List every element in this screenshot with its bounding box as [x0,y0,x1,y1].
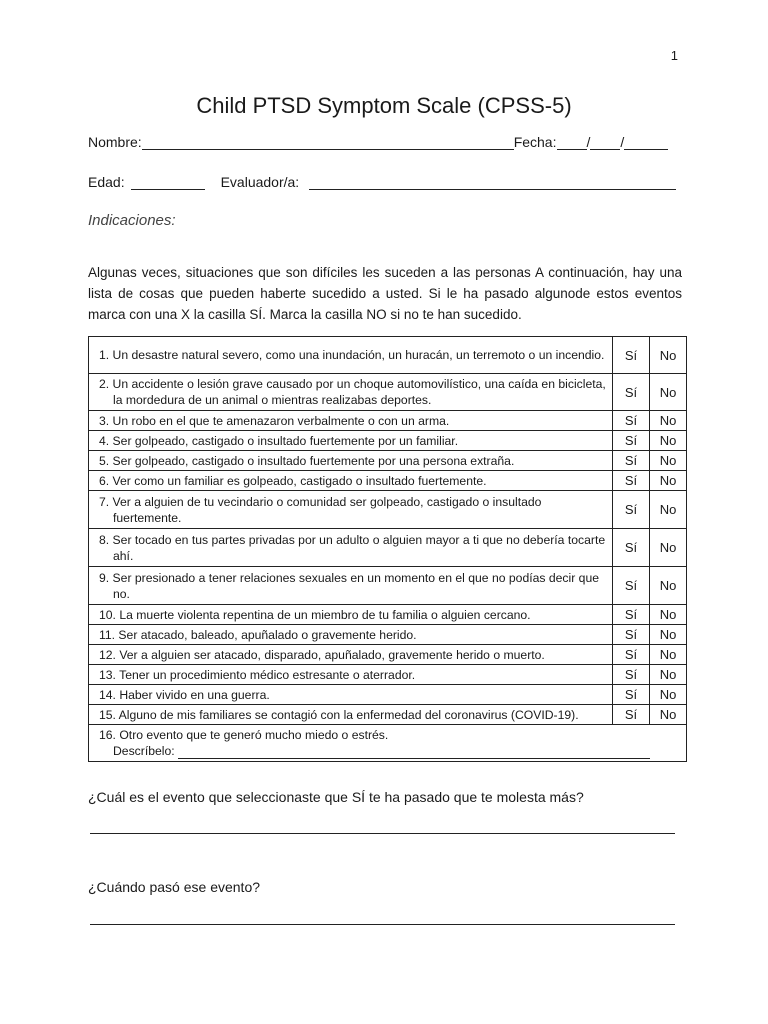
page-number: 1 [670,48,678,63]
event-text: 16. Otro evento que te generó mucho miedo o estrés. [99,728,389,742]
no-checkbox[interactable]: No [650,567,687,605]
no-checkbox[interactable]: No [650,451,687,471]
yes-checkbox[interactable]: Sí [613,451,650,471]
no-checkbox[interactable]: No [650,705,687,725]
yes-checkbox[interactable]: Sí [613,411,650,431]
yes-checkbox[interactable]: Sí [613,491,650,529]
event-text: 7. Ver a alguien de tu vecindario o comunidad ser golpeado, castigado o insultado fuertemente. [99,494,542,525]
no-checkbox[interactable]: No [650,471,687,491]
event-text: 13. Tener un procedimiento médico estresante o aterrador. [99,667,416,682]
table-row [89,374,687,411]
table-row [89,685,687,705]
fecha-month-field[interactable] [590,135,620,150]
event-text: 15. Alguno de mis familiares se contagió con la enfermedad del coronavirus (COVID-19). [99,707,579,722]
fecha-day-field[interactable] [557,135,587,150]
yes-checkbox[interactable]: Sí [613,665,650,685]
fecha-label: Fecha: [513,134,557,150]
yes-checkbox[interactable]: Sí [613,685,650,705]
table-row [89,605,687,625]
nombre-label: Nombre: [88,134,142,150]
table-row [89,625,687,645]
event-text: 11. Ser atacado, baleado, apuñalado o gravemente herido. [99,627,417,642]
nombre-field[interactable] [142,135,514,150]
when-event-answer-line[interactable] [90,924,675,925]
evaluador-field[interactable] [309,175,676,190]
yes-checkbox[interactable]: Sí [613,705,650,725]
table-row [89,529,687,567]
no-checkbox[interactable]: No [650,645,687,665]
events-table [88,336,687,762]
yes-checkbox[interactable]: Sí [613,529,650,567]
yes-checkbox[interactable]: Sí [613,431,650,451]
yes-checkbox[interactable]: Sí [613,567,650,605]
fecha-separator: / [586,134,591,150]
no-checkbox[interactable]: No [650,374,687,411]
no-checkbox[interactable]: No [650,337,687,374]
table-row [89,665,687,685]
no-checkbox[interactable]: No [650,685,687,705]
intro-paragraph: Algunas veces, situaciones que son difíciles les suceden a las personas A continuación, hay una lista de cosas que pueden haberte sucedido a usted. Si le ha pasado algunode estos eventos marca con una X la casilla SÍ. Marca la casilla NO si no te han sucedido. [88,265,682,322]
table-row [89,451,687,471]
event-text: 4. Ser golpeado, castigado o insultado fuertemente por un familiar. [99,433,459,448]
event-text: 14. Haber vivido en una guerra. [99,687,270,702]
table-row-other-event [89,725,687,762]
event-text: 6. Ver como un familiar es golpeado, castigado o insultado fuertemente. [99,473,487,488]
event-text: 9. Ser presionado a tener relaciones sexuales en un momento en el que no podías decir que no. [99,570,600,601]
when-event-question: ¿Cuándo pasó ese evento? [88,879,261,895]
fecha-separator: / [620,134,625,150]
yes-checkbox[interactable]: Sí [613,374,650,411]
table-row [89,337,687,374]
event-text: 2. Un accidente o lesión grave causado por un choque automovilístico, una caída en bicicleta, la mordedura de un animal o mientras realizabas deportes. [99,377,606,407]
yes-checkbox[interactable]: Sí [613,337,650,374]
no-checkbox[interactable]: No [650,411,687,431]
no-checkbox[interactable]: No [650,605,687,625]
event-text: 5. Ser golpeado, castigado o insultado fuertemente por una persona extraña. [99,453,515,468]
describe-field[interactable] [178,745,650,759]
fecha-year-field[interactable] [624,135,668,150]
page-title: Child PTSD Symptom Scale (CPSS-5) [196,93,572,118]
table-row [89,491,687,529]
age-evaluator-row [88,174,682,190]
event-text: 1. Un desastre natural severo, como una inundación, un huracán, un terremoto o un incendio. [99,348,605,362]
event-text: 12. Ver a alguien ser atacado, disparado, apuñalado, gravemente herido o muerto. [99,647,545,662]
worst-event-question: ¿Cuál es el evento que seleccionaste que SÍ te ha pasado que te molesta más? [88,789,584,805]
table-row [89,471,687,491]
edad-label: Edad: [88,174,125,190]
yes-checkbox[interactable]: Sí [613,471,650,491]
no-checkbox[interactable]: No [650,665,687,685]
describe-label: Descríbelo: [113,744,175,758]
table-row [89,411,687,431]
event-text: 10. La muerte violenta repentina de un miembro de tu familia o alguien cercano. [99,607,531,622]
yes-checkbox[interactable]: Sí [613,605,650,625]
yes-checkbox[interactable]: Sí [613,645,650,665]
yes-checkbox[interactable]: Sí [613,625,650,645]
name-date-row [88,134,682,150]
table-row [89,645,687,665]
edad-field[interactable] [131,175,205,190]
table-row [89,567,687,605]
no-checkbox[interactable]: No [650,625,687,645]
event-text: 8. Ser tocado en tus partes privadas por un adulto o alguien mayor a ti que no debería tocarte ahí. [99,532,606,563]
evaluador-label: Evaluador/a: [220,174,300,190]
event-text: 3. Un robo en el que te amenazaron verbalmente o con un arma. [99,413,450,428]
no-checkbox[interactable]: No [650,529,687,567]
worst-event-answer-line[interactable] [90,833,675,834]
no-checkbox[interactable]: No [650,431,687,451]
indicaciones-heading: Indicaciones: [88,212,176,229]
table-row [89,431,687,451]
table-row [89,705,687,725]
no-checkbox[interactable]: No [650,491,687,529]
